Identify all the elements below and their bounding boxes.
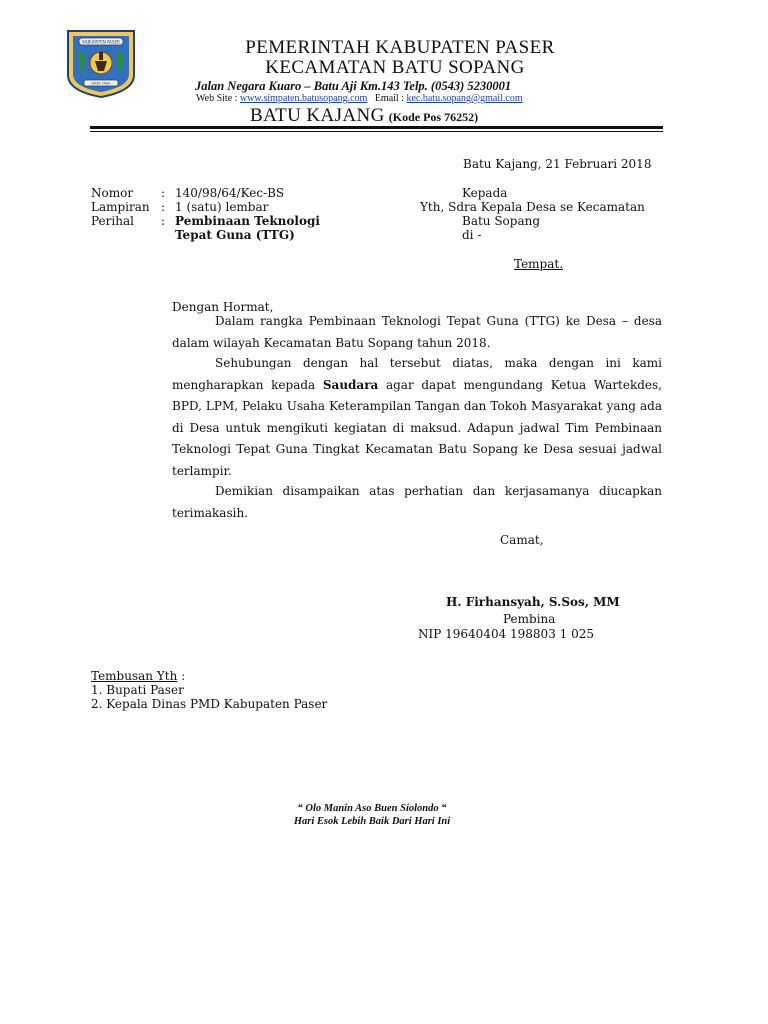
contact-line (196, 93, 523, 104)
cc-heading-text: Tembusan Yth (91, 669, 178, 683)
lampiran-label: Lampiran (91, 200, 150, 214)
signature-rank: Pembina (503, 612, 556, 626)
recipient-kepada: Kepada (462, 186, 508, 200)
recipient-line1: Yth, Sdra Kepala Desa se Kecamatan (420, 200, 645, 214)
para2-text-a: Sehubungan dengan hal tersebut diatas, maka dengan ini kami mengharapkan kepada (172, 356, 662, 392)
lampiran-colon: : (161, 200, 166, 214)
cc-heading (91, 669, 185, 683)
perihal-value-line1: Pembinaan Teknologi (175, 214, 320, 228)
letterhead-thin-rule (90, 131, 663, 132)
lampiran-value: 1 (satu) lembar (175, 200, 269, 214)
postal-code: (Kode Pos 76252) (388, 110, 479, 124)
para2-bold-saudara: Saudara (322, 377, 379, 392)
signature-title: Camat, (500, 533, 544, 547)
body-paragraph-1: Dalam rangka Pembinaan Teknologi Tepat Guna (TTG) ke Desa – desa dalam wilayah Kecamatan Batu Sopang tahun 2018. (172, 314, 662, 350)
letterhead-thick-rule (90, 126, 663, 129)
recipient-line3: di - (462, 228, 482, 242)
signature-name: H. Firhansyah, S.Sos, MM (446, 595, 620, 609)
date-line: Batu Kajang, 21 Februari 2018 (463, 157, 652, 171)
government-title: PEMERINTAH KABUPATEN PASER (245, 37, 555, 58)
city-line (250, 105, 478, 127)
perihal-label: Perihal (91, 214, 134, 228)
recipient-line2: Batu Sopang (462, 214, 541, 228)
logo-motto: DAYA TAKA (91, 81, 111, 86)
city-name: BATU KAJANG (250, 105, 385, 126)
logo-text: KABUPATEN PASER (82, 39, 120, 45)
office-address: Jalan Negara Kuaro – Batu Aji Km.143 Telp. (0543) 5230001 (195, 79, 512, 93)
body-paragraph-3: Demikian disampaikan atas perhatian dan kerjasamanya diucapkan terimakasih. (172, 484, 662, 520)
perihal-value-line2: Tepat Guna (TTG) (175, 228, 295, 242)
district-title: KECAMATAN BATU SOPANG (265, 57, 525, 78)
website-link[interactable]: www.simpaten.batusopang.com (239, 93, 368, 104)
recipient-tempat: Tempat. (514, 257, 564, 271)
email-link[interactable]: kec.batu.sopang@gmail.com (406, 93, 523, 104)
email-label: Email : (374, 93, 407, 104)
nomor-colon: : (161, 186, 166, 200)
website-label: Web Site : (196, 93, 240, 104)
cc-item: 1. Bupati Paser (91, 683, 184, 697)
perihal-colon: : (161, 214, 166, 228)
salutation: Dengan Hormat, (172, 300, 274, 314)
nomor-label: Nomor (91, 186, 134, 200)
cc-item: 2. Kepala Dinas PMD Kabupaten Paser (91, 697, 328, 711)
para2-text-b: agar dapat mengundang Ketua Wartekdes, BPD, LPM, Pelaku Usaha Keterampilan Tangan dan Tokoh Masyarakat yang ada di Desa untuk mengikuti kegiatan di maksud. Adapun jadwal Tim Pembinaan Teknologi Tepat Guna Tingkat Kecamatan Batu Sopang ke Desa sesuai jadwal terlampir. (172, 377, 662, 478)
nomor-value: 140/98/64/Kec-BS (175, 186, 285, 200)
cc-heading-colon: : (177, 669, 186, 683)
motto-line2: Hari Esok Lebih Baik Dari Hari Ini (293, 816, 451, 827)
body-paragraph-2 (172, 353, 662, 482)
motto-line1: “ Olo Manin Aso Buen Siolondo “ (297, 803, 447, 814)
signature-nip: NIP 19640404 198803 1 025 (418, 627, 594, 641)
